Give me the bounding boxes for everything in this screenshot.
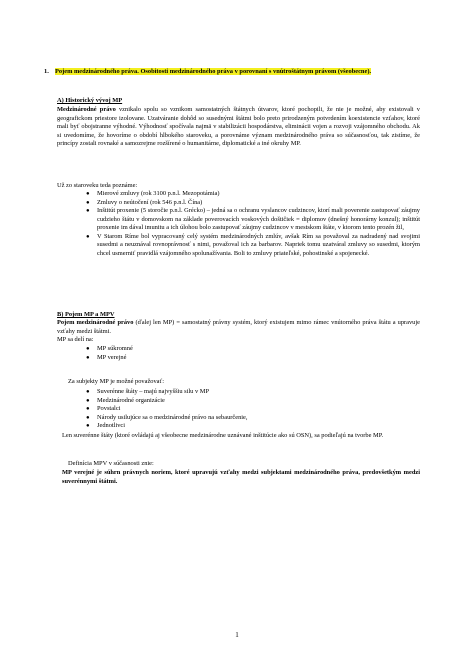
list-item: ● Medzinárodné organizácie	[86, 396, 165, 404]
section-a-title: A) Historický vývoj MP	[57, 97, 123, 104]
bullet-icon: ●	[86, 191, 90, 197]
heading-number: 1.	[44, 68, 49, 75]
subjects-list	[86, 388, 420, 431]
history-list	[86, 190, 420, 258]
bullet-icon: ●	[86, 414, 90, 421]
bullet-icon: ●	[86, 397, 90, 404]
para-bold-term: Medzinárodné právo	[57, 106, 116, 113]
bullet-icon: ●	[86, 406, 90, 413]
bullet-icon: ●	[86, 346, 90, 352]
list-item: ● Zmluvy o neútočení (rok 546 p.n.l. Čína)	[86, 198, 203, 206]
definition-paragraph: Pojem medzinárodné právo (ďalej len MP) = samostatný právny systém, ktorý existujem mimo rámec vnútorného práva štátu a upravuje vzťahy medzi štátmi.	[57, 319, 420, 335]
list-item: ● V Starom Ríme bol vypracovaný celý systém medzinárodných zmlúv, avšak Rím sa považoval za nadradený nad svojimi susedmi a neuznával rovnoprávnosť s nimi, považoval ich za barbarov. Napriek tomu uzatváral zmluvy so susedmi, ktorým chcel usmerniť pravidlá vzájomného spolunažívania. Boli to zmluvy priateľské, pohostinské a spojenecké.	[86, 232, 420, 257]
division-list	[86, 345, 420, 362]
subjects-intro: Za subjekty MP je možné považovať:	[68, 378, 165, 385]
heading-text: Pojem medzinárodného práva. Osobitosti medzinárodného práva v porovnaní s vnútroštátnym právom (všeobecne).	[55, 68, 372, 75]
bullet-icon: ●	[86, 389, 90, 395]
intro-line: Už zo staroveku teda poznáme:	[57, 182, 138, 189]
section-heading	[44, 68, 424, 77]
list-item: ● Národy usilujúce sa o medzinárodné právo na sebaurčenie,	[86, 413, 248, 421]
para-text: vznikalo spolu so vznikom samostatných štátnych útvarov, ktoré pochopili, že nie je možné, aby existovali v geografickom priestore izolovane. Uzatváranie dohôd so susednými štátmi bolo preto prirodzeným potvrdením koexistencie vzťahov, ktoré mali byť obojstranne výhodné. Výhodnosť spočívala najmä v stabilizácii hospodárstva, eliminácii vojen a rozvoji vzájomného obchodu. Ak si uvedomíme, že hovoríme o období hlbokého staroveku, a porovnáme význam medzinárodného práva so súčasnosťou, tak zistíme, že princípy zostali rovnaké a samozrejme rozšírené o humanitárne, diplomatické a iné okruhy MP.	[57, 106, 420, 148]
bullet-icon: ●	[86, 199, 90, 206]
section-b-title: B) Pojem MP a MPV	[57, 311, 115, 318]
list-item: ● MP súkromné	[86, 345, 133, 352]
sovereign-states-note: Len suverénne štáty (ktoré ovládajú aj všeobecne medzinárodne uznávané inštitúcie ako sú OSN), sa podieľajú na tvorbe MP.	[62, 432, 384, 439]
bullet-icon: ●	[86, 233, 90, 240]
division-intro: MP sa delí na:	[57, 336, 94, 343]
list-item: ● Jednotlivci	[86, 422, 126, 430]
list-item: ● Suverénne štáty – majú najvyššiu silu v MP	[86, 388, 210, 395]
section-a-paragraph	[57, 106, 420, 149]
bullet-icon: ●	[86, 208, 90, 215]
list-item: ● MP verejné	[86, 353, 127, 361]
definition-term: Pojem medzinárodné právo	[57, 319, 134, 326]
mpv-definition: MP verejné je súhrn právnych noriem, ktoré upravujú vzťahy medzi subjektami medzinárodného práva, predovšetkým medzi suverénnymi štátmi.	[62, 469, 420, 485]
bullet-icon: ●	[86, 354, 90, 361]
mpv-definition-label: Definícia MPV v súčasnosti znie:	[68, 460, 154, 467]
list-item: ● Mierové zmluvy (rok 3100 p.n.l. Mezopotámia)	[86, 190, 220, 197]
page-number: 1	[235, 631, 239, 639]
bullet-icon: ●	[86, 423, 90, 430]
list-item: ● Povstalci	[86, 405, 121, 413]
list-item: ● Inštitút proxenie (5 storočie p.n.l. Grécko) – jedná sa o ochranu vyslancov cudzincov, ktorí mali poverenie zastupovať záujmy cudzieho štátu v domovskom na základe poverovacích voskových doštičiek = diplomov (dnešný honorárny konzul); inštitút proxenie im dával imunitu a ich úlohou bolo zastupovať záujmy cudzincov v mestskom štáte, v ktorom tento prozén žil,	[86, 207, 420, 232]
